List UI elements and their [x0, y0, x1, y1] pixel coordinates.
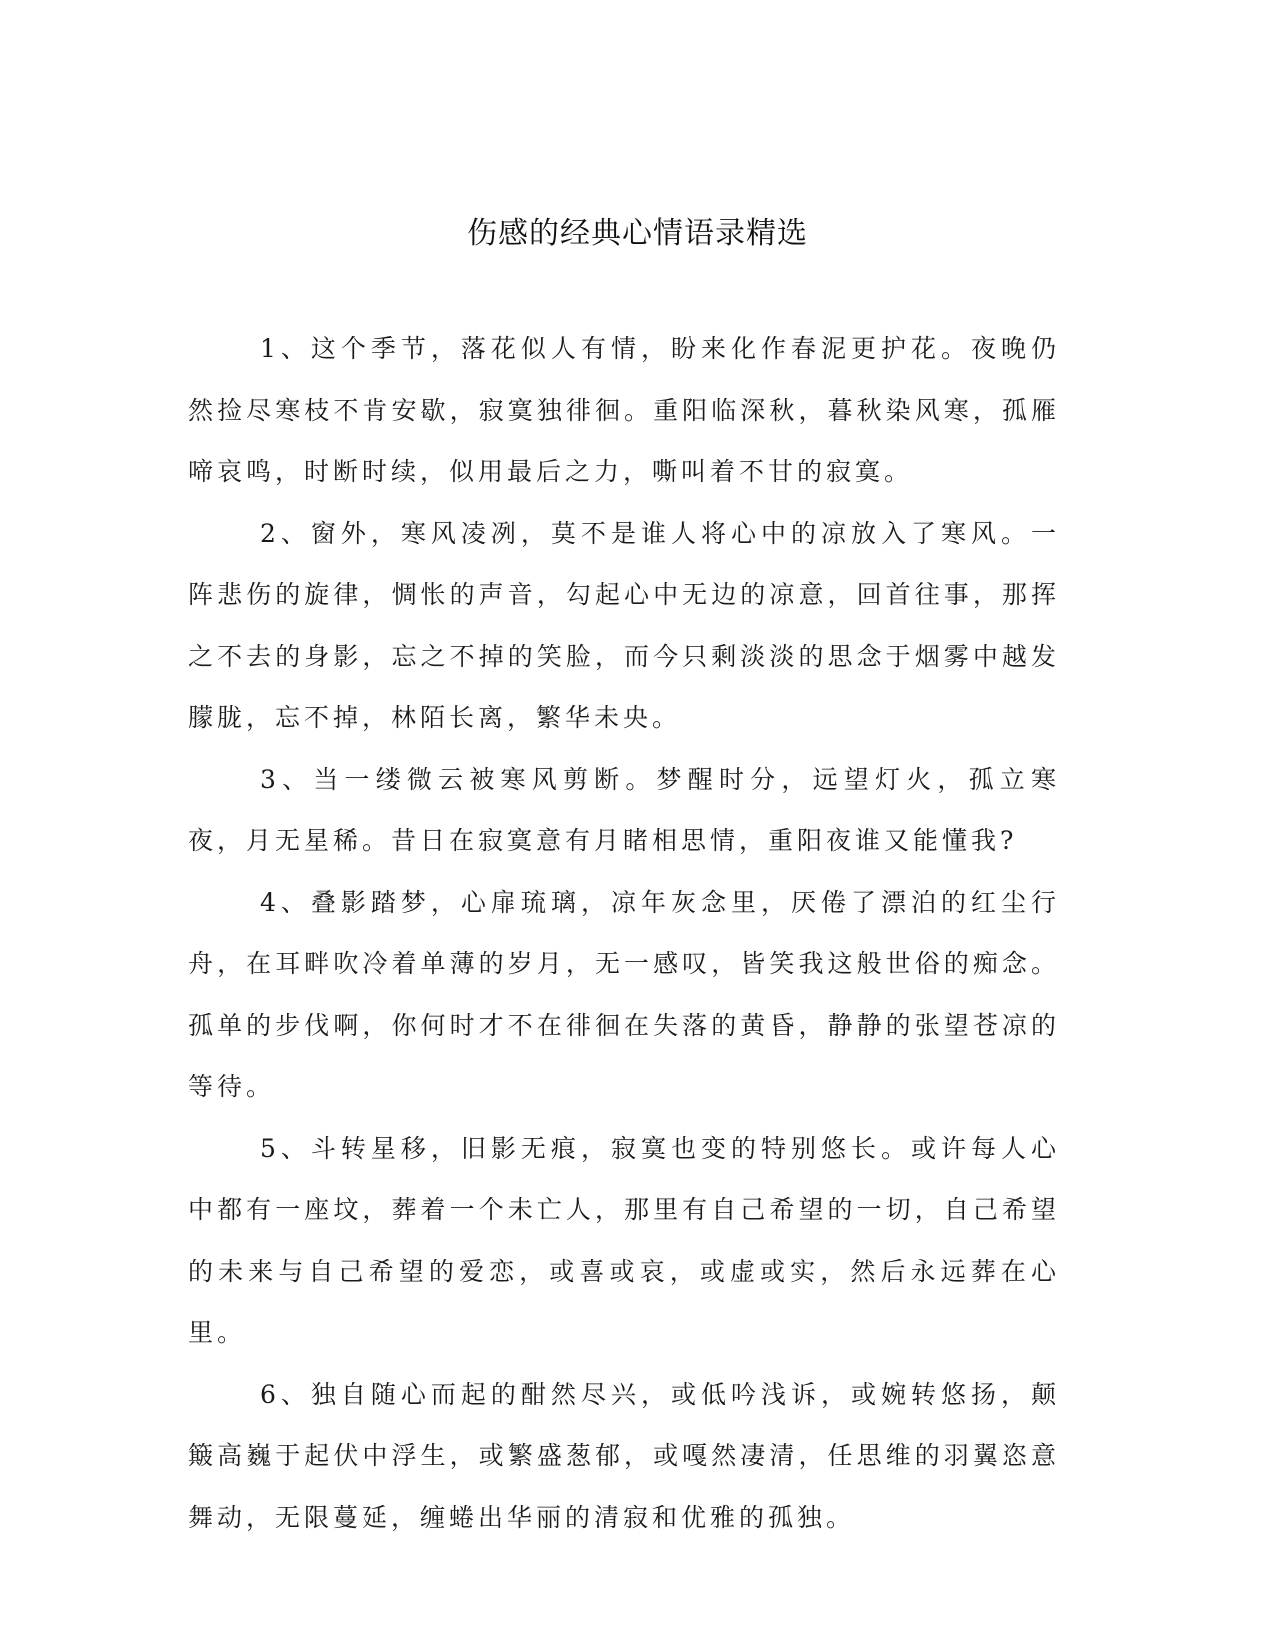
document-body	[188, 318, 1060, 1548]
document-title: 伤感的经典心情语录精选	[467, 216, 808, 251]
paragraph-3: 3、当一缕微云被寒风剪断。梦醒时分，远望灯火，孤立寒夜，月无星稀。昔日在寂寞意有月睹相思情，重阳夜谁又能懂我?	[188, 764, 1060, 855]
paragraph-4: 4、叠影踏梦，心扉琉璃，凉年灰念里，厌倦了漂泊的红尘行舟，在耳畔吹冷着单薄的岁月，无一感叹，皆笑我这般世俗的痴念。孤单的步伐啊，你何时才不在徘徊在失落的黄昏，静静的张望苍凉的等待。	[188, 887, 1060, 1101]
paragraph-1: 1、这个季节，落花似人有情，盼来化作春泥更护花。夜晚仍然捡尽寒枝不肯安歇，寂寞独徘徊。重阳临深秋，暮秋染风寒，孤雁啼哀鸣，时断时续，似用最后之力，嘶叫着不甘的寂寞。	[188, 334, 1060, 486]
paragraph-6: 6、独自随心而起的酣然尽兴，或低吟浅诉，或婉转悠扬，颠簸高巍于起伏中浮生，或繁盛葱郁，或嘎然凄清，任思维的羽翼恣意舞动，无限蔓延，缠蜷出华丽的清寂和优雅的孤独。	[188, 1379, 1060, 1532]
paragraph-2: 2、窗外，寒风凌冽，莫不是谁人将心中的凉放入了寒风。一阵悲伤的旋律，惆怅的声音，勾起心中无边的凉意，回首往事，那挥之不去的身影，忘之不掉的笑脸，而今只剩淡淡的思念于烟雾中越发朦胧，忘不掉，林陌长离，繁华未央。	[188, 518, 1060, 732]
paragraph-5: 5、斗转星移，旧影无痕，寂寞也变的特别悠长。或许每人心中都有一座坟，葬着一个未亡人，那里有自己希望的一切，自己希望的未来与自己希望的爱恋，或喜或哀，或虚或实，然后永远葬在心里。	[188, 1133, 1060, 1347]
